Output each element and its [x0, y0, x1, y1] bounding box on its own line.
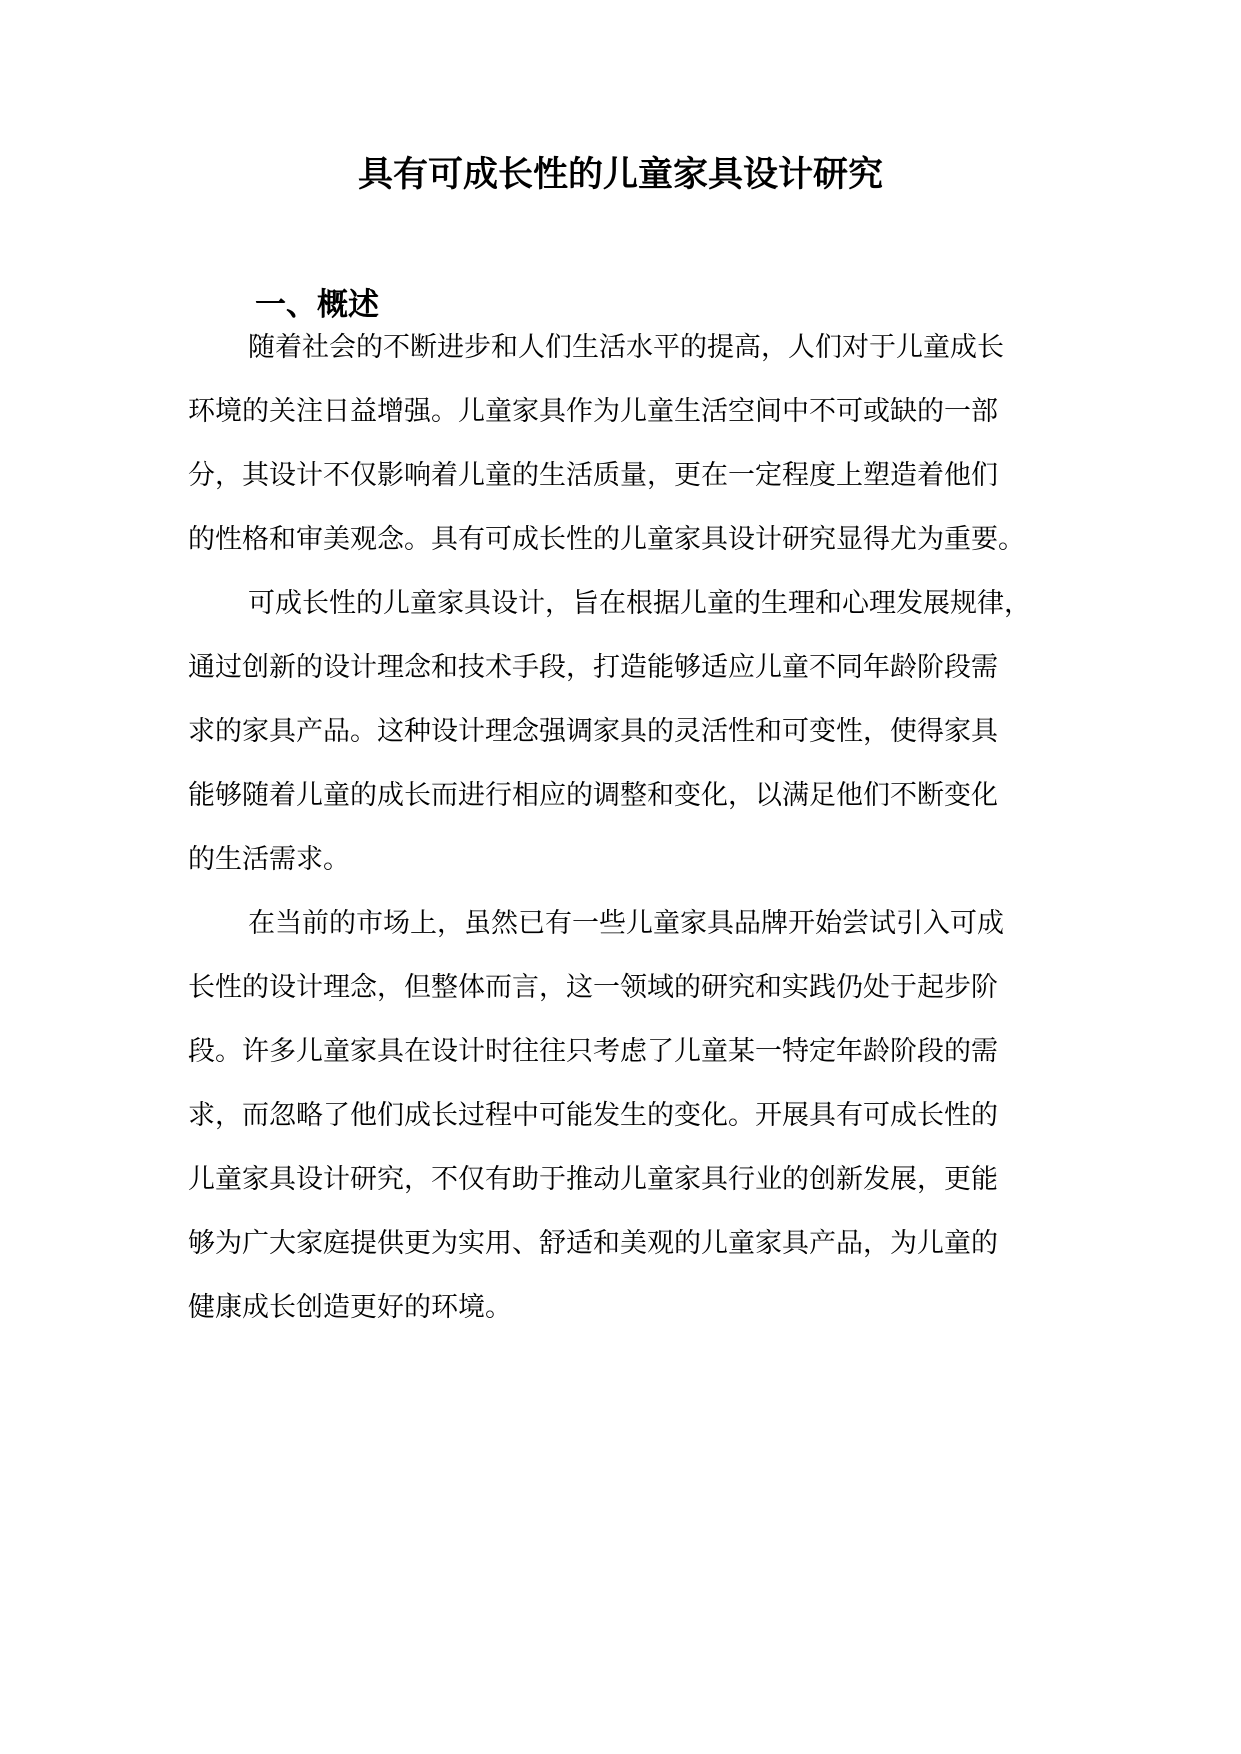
paragraph-1-line-1: 随着社会的不断进步和人们生活水平的提高，人们对于儿童成长: [248, 332, 1004, 363]
paragraph-3-line-2: 长性的设计理念，但整体而言，这一领域的研究和实践仍处于起步阶: [188, 972, 998, 1003]
paragraph-3-line-4: 求，而忽略了他们成长过程中可能发生的变化。开展具有可成长性的: [188, 1100, 998, 1131]
paragraph-2-line-3: 求的家具产品。这种设计理念强调家具的灵活性和可变性，使得家具: [188, 716, 998, 747]
paragraph-1-line-3: 分，其设计不仅影响着儿童的生活质量，更在一定程度上塑造着他们: [188, 460, 998, 491]
paragraph-3-line-5: 儿童家具设计研究，不仅有助于推动儿童家具行业的创新发展，更能: [188, 1164, 998, 1195]
section-heading: 一、概述: [255, 287, 379, 323]
document-title: 具有可成长性的儿童家具设计研究: [357, 155, 883, 195]
paragraph-2-line-2: 通过创新的设计理念和技术手段，打造能够适应儿童不同年龄阶段需: [188, 652, 998, 683]
paragraph-2-line-4: 能够随着儿童的成长而进行相应的调整和变化，以满足他们不断变化: [188, 780, 998, 811]
paragraph-3-line-6: 够为广大家庭提供更为实用、舒适和美观的儿童家具产品，为儿童的: [188, 1228, 998, 1259]
paragraph-3-line-7: 健康成长创造更好的环境。: [188, 1292, 512, 1323]
paragraph-1-line-2: 环境的关注日益增强。儿童家具作为儿童生活空间中不可或缺的一部: [188, 396, 998, 427]
paragraph-2-line-5: 的生活需求。: [188, 844, 350, 875]
paragraph-3-line-1: 在当前的市场上，虽然已有一些儿童家具品牌开始尝试引入可成: [248, 908, 1004, 939]
paragraph-3-line-3: 段。许多儿童家具在设计时往往只考虑了儿童某一特定年龄阶段的需: [188, 1036, 998, 1067]
paragraph-2-line-1: 可成长性的儿童家具设计，旨在根据儿童的生理和心理发展规律，: [248, 588, 1031, 619]
paragraph-1-line-4: 的性格和审美观念。具有可成长性的儿童家具设计研究显得尤为重要。: [188, 524, 1025, 555]
